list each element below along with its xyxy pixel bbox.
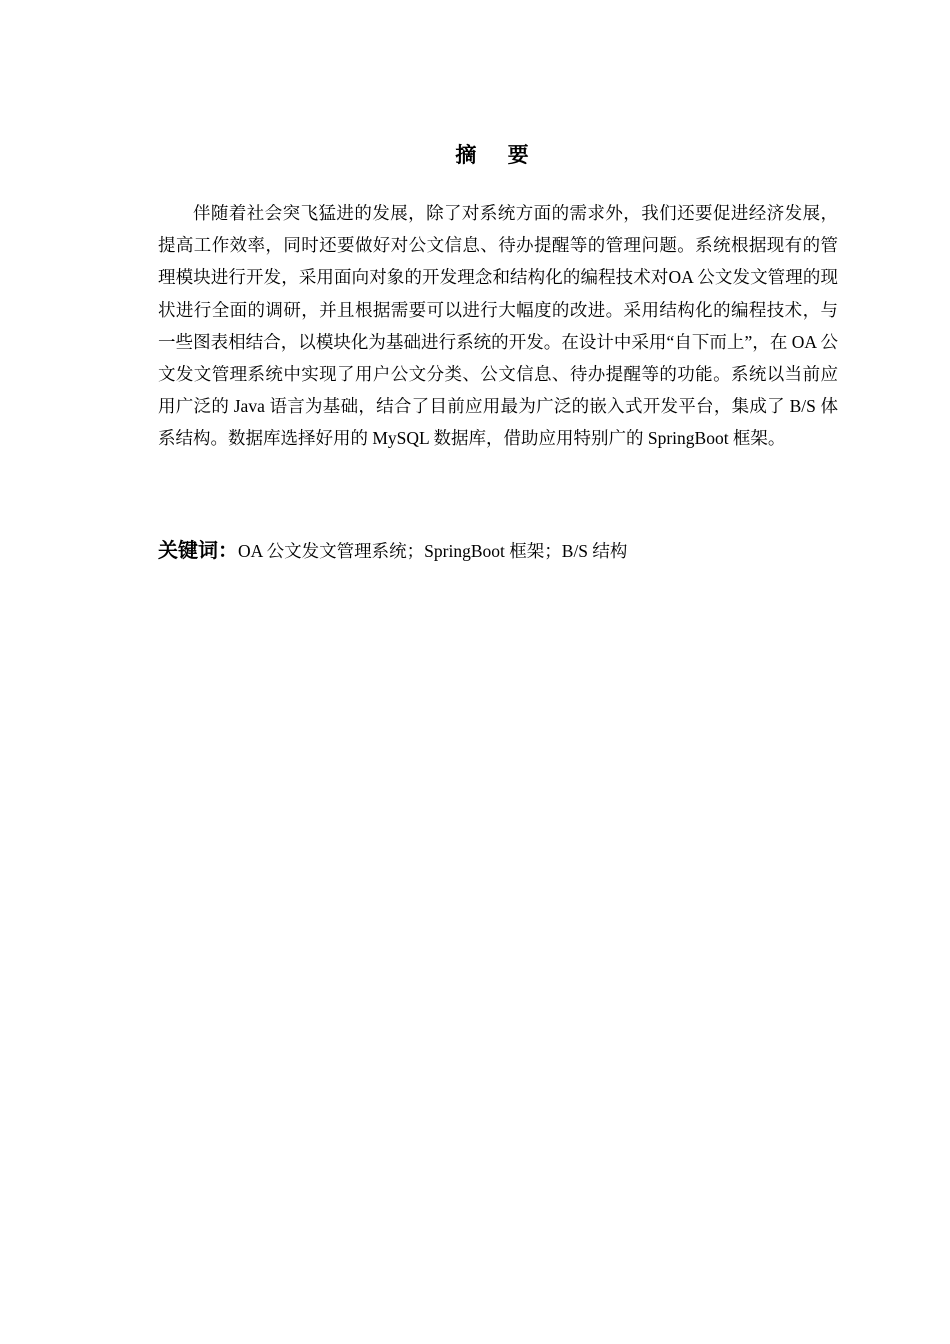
abstract-title: 摘 要 xyxy=(455,143,541,167)
abstract-paragraph: 伴随着社会突飞猛进的发展，除了对系统方面的需求外，我们还要促进经济发展，提高工作效率，同时还要做好对公文信息、待办提醒等的管理问题。系统根据现有的管理模块进行开发，采用面向对象的开发理念和结构化的编程技术对OA 公文发文管理的现状进行全面的调研，并且根据需要可以进行大幅度的改进。采用结构化的编程技术，与一些图表相结合，以模块化为基础进行系统的开发。在设计中采用“自下而上”，在 OA 公文发文管理系统中实现了用户公文分类、公文信息、待办提醒等的功能。系统以当前应用广泛的 Java 语言为基础，结合了目前应用最为广泛的嵌入式开发平台，集成了 B/S 体系结构。数据库选择好用的 MySQL 数据库，借助应用特别广的 SpringBoot 框架。 xyxy=(158,203,838,449)
keywords-text: OA 公文发文管理系统；SpringBoot 框架；B/S 结构 xyxy=(238,541,628,561)
keywords-label: 关键词： xyxy=(158,538,238,562)
keywords-line xyxy=(158,534,858,567)
